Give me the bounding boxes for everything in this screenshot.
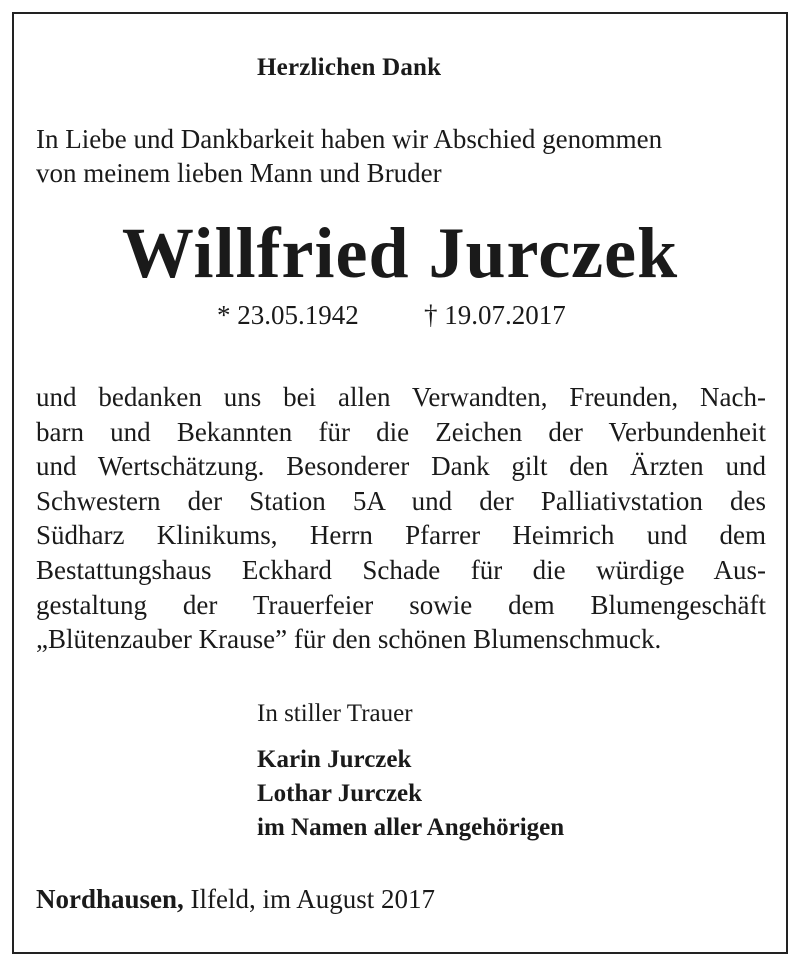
birth-date: * 23.05.1942 — [217, 300, 359, 330]
body-line: „Blütenzauber Krause” für den schönen Blumenschmuck. — [36, 624, 662, 655]
signer: Lothar Jurczek — [257, 780, 423, 807]
body-line: Schwestern der Station 5A und der Palliativstation des — [36, 485, 766, 516]
body-line: und bedanken uns bei allen Verwandten, Freunden, Nach- — [36, 382, 766, 412]
body-line: und Wertschätzung. Besonderer Dank gilt den Ärzten und — [36, 451, 766, 482]
intro-line: von meinem lieben Mann und Bruder — [36, 158, 442, 188]
body-line: barn und Bekannten für die Zeichen der Verbundenheit — [36, 416, 766, 447]
place-rest: Ilfeld, im August 2017 — [190, 884, 436, 914]
deceased-name: Willfried Jurczek — [121, 213, 679, 293]
place-date-line — [36, 884, 435, 915]
thanks-heading: Herzlichen Dank — [257, 54, 442, 81]
body-line: Bestattungshaus Eckhard Schade für die würdige Aus- — [36, 554, 766, 585]
thanks-body — [36, 380, 766, 657]
mourning-label: In stiller Trauer — [257, 700, 413, 727]
signer: Karin Jurczek — [257, 746, 412, 773]
intro-text — [36, 122, 776, 190]
signers-list — [257, 743, 564, 845]
place-city: Nordhausen, — [36, 884, 184, 914]
intro-line: In Liebe und Dankbarkeit haben wir Abschied genommen — [36, 124, 663, 154]
body-line: Südharz Klinikums, Herrn Pfarrer Heimrich und dem — [36, 520, 766, 551]
life-dates — [0, 300, 800, 340]
death-date: † 19.07.2017 — [424, 300, 566, 330]
signer: im Namen aller Angehörigen — [257, 814, 565, 841]
body-line: gestaltung der Trauerfeier sowie dem Blumengeschäft — [36, 589, 766, 620]
